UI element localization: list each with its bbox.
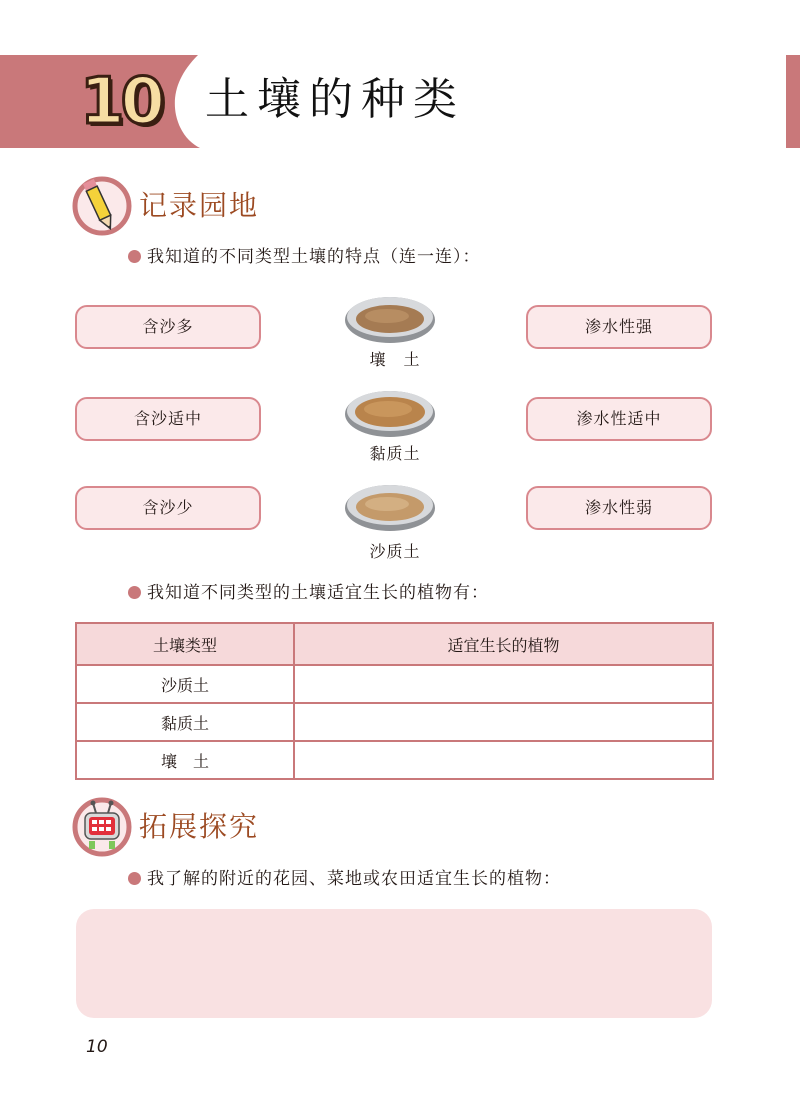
lesson-number: 10 — [80, 65, 162, 139]
match-right-item-1[interactable]: 渗水性强 — [526, 305, 712, 349]
match-left-item-1[interactable]: 含沙多 — [75, 305, 261, 349]
table-row — [76, 703, 713, 741]
match-left-item-3[interactable]: 含沙少 — [75, 486, 261, 530]
row-plants-answer-cell[interactable] — [294, 703, 713, 741]
header-suitable-plants: 适宜生长的植物 — [294, 623, 713, 665]
clay-soil-caption: 黏质土 — [369, 444, 421, 463]
match-right-item-2[interactable]: 渗水性适中 — [526, 397, 712, 441]
table-row — [76, 665, 713, 703]
instruction-nearby-text: 我了解的附近的花园、菜地或农田适宜生长的植物： — [147, 869, 561, 889]
loam-soil-caption: 壤 土 — [369, 350, 421, 369]
sandy-soil-caption: 沙质土 — [369, 542, 421, 561]
table-row — [76, 741, 713, 779]
header-right-edge — [786, 55, 800, 148]
bullet-dot — [128, 872, 141, 885]
row-plants-answer-cell[interactable] — [294, 741, 713, 779]
section-explore-label: 拓展探究 — [139, 810, 260, 843]
bullet-dot — [128, 250, 141, 263]
lesson-title: 土壤的种类 — [205, 74, 465, 125]
match-left-item-2[interactable]: 含沙适中 — [75, 397, 261, 441]
loam-soil-dish-image[interactable] — [343, 290, 437, 344]
instruction-match — [128, 244, 481, 270]
clay-soil-dish-image[interactable] — [343, 384, 437, 438]
instruction-nearby — [128, 866, 561, 892]
match-right-item-3[interactable]: 渗水性弱 — [526, 486, 712, 530]
row-soil-sandy: 沙质土 — [76, 665, 294, 703]
row-soil-loam: 壤 土 — [76, 741, 294, 779]
row-plants-answer-cell[interactable] — [294, 665, 713, 703]
page-number: 10 — [86, 1037, 108, 1057]
table-header-row — [76, 623, 713, 665]
bullet-dot — [128, 586, 141, 599]
pencil-icon — [72, 176, 132, 236]
answer-writing-box[interactable] — [76, 909, 712, 1018]
section-record-label: 记录园地 — [139, 189, 260, 222]
row-soil-clay: 黏质土 — [76, 703, 294, 741]
instruction-match-text: 我知道的不同类型土壤的特点（连一连）： — [147, 247, 481, 267]
soil-plants-table — [75, 622, 714, 780]
header-soil-type: 土壤类型 — [76, 623, 294, 665]
robot-icon — [72, 797, 132, 857]
instruction-plants — [128, 580, 489, 606]
instruction-plants-text: 我知道不同类型的土壤适宜生长的植物有： — [147, 583, 489, 603]
sandy-soil-dish-image[interactable] — [343, 478, 437, 532]
